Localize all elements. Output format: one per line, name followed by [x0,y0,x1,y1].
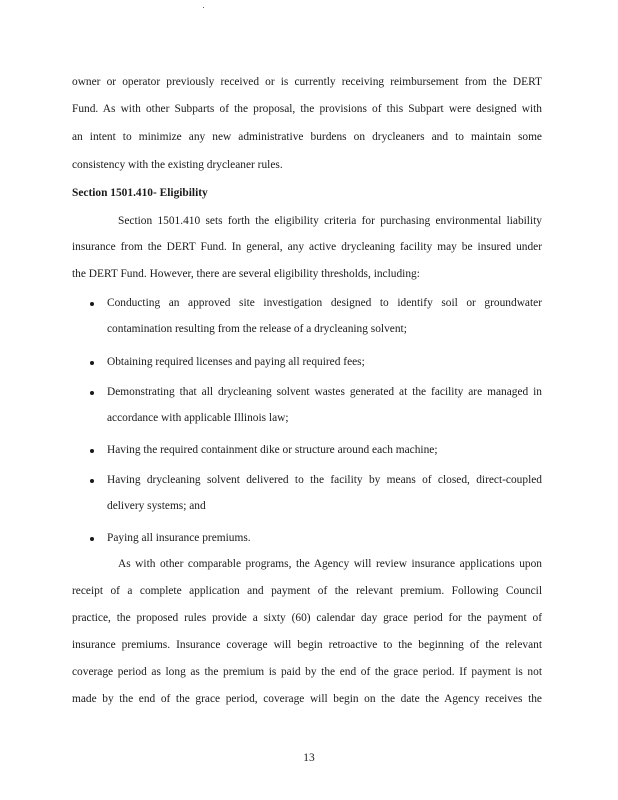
bullet-item-line: contamination resulting from the release of a drycleaning solvent; [107,323,407,335]
intro-line: an intent to minimize any new administrative burdens on drycleaners and to maintain some [72,131,542,143]
intro-line: consistency with the existing drycleaner rules. [72,159,283,171]
closing-line: coverage period as long as the premium is paid by the end of the grace period. If payment is not [72,666,542,678]
section-heading: Section 1501.410- Eligibility [72,187,208,199]
closing-line: receipt of a complete application and payment of the relevant premium. Following Council [72,585,542,597]
bullet-dot [90,449,94,453]
bullet-item-line: Demonstrating that all drycleaning solvent wastes generated at the facility are managed in [107,386,542,398]
bullet-dot [90,479,94,483]
eligibility-line: Section 1501.410 sets forth the eligibility criteria for purchasing environmental liability [118,215,542,227]
scan-speck [203,7,204,8]
intro-line: Fund. As with other Subparts of the proposal, the provisions of this Subpart were designed with [72,103,542,115]
bullet-item-line: Conducting an approved site investigation designed to identify soil or groundwater [107,297,542,309]
eligibility-line: insurance from the DERT Fund. In general, any active drycleaning facility may be insured under [72,241,542,253]
bullet-item-line: delivery systems; and [107,500,206,512]
bullet-item-line: Having drycleaning solvent delivered to the facility by means of closed, direct-coupled [107,474,542,486]
bullet-item-line: Obtaining required licenses and paying all required fees; [107,356,365,368]
closing-line: practice, the proposed rules provide a sixty (60) calendar day grace period for the payment of [72,612,542,624]
bullet-item-line: Paying all insurance premiums. [107,532,251,544]
intro-line: owner or operator previously received or is currently receiving reimbursement from the DERT [72,76,542,88]
closing-line: made by the end of the grace period, coverage will begin on the date the Agency receives the [72,693,542,705]
page-number: 13 [303,752,315,764]
bullet-dot [90,361,94,365]
closing-line: insurance premiums. Insurance coverage will begin retroactive to the beginning of the relevant [72,639,542,651]
bullet-item-line: accordance with applicable Illinois law; [107,412,289,424]
bullet-dot [90,302,94,306]
bullet-dot [90,537,94,541]
bullet-dot [90,391,94,395]
eligibility-line: the DERT Fund. However, there are several eligibility thresholds, including: [72,268,420,280]
closing-line: As with other comparable programs, the Agency will review insurance applications upon [118,558,542,570]
bullet-item-line: Having the required containment dike or structure around each machine; [107,444,438,456]
